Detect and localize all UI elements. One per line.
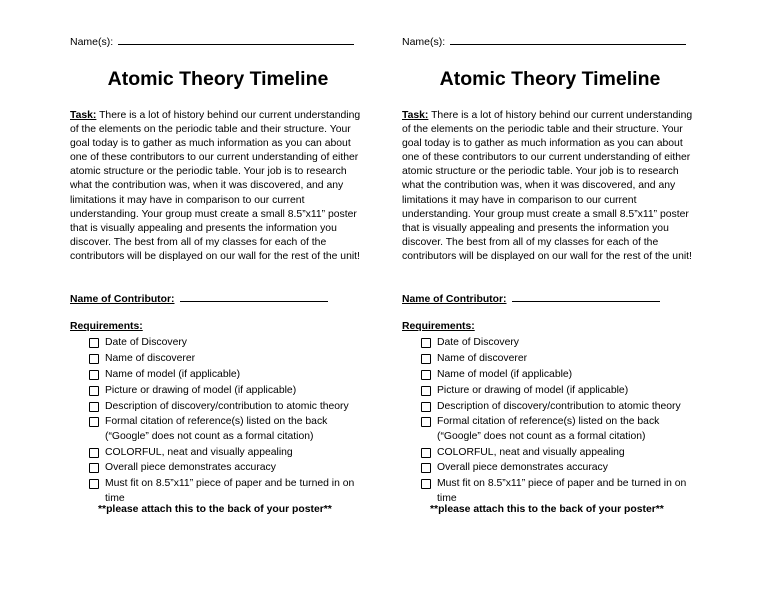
checkbox-icon[interactable]	[89, 354, 99, 364]
checkbox-icon[interactable]	[89, 386, 99, 396]
requirement-text: Date of Discovery	[105, 337, 187, 348]
checkbox-icon[interactable]	[421, 370, 431, 380]
requirement-item	[89, 461, 371, 475]
requirement-item	[89, 336, 371, 350]
checkbox-icon[interactable]	[89, 370, 99, 380]
requirements-list	[421, 336, 703, 507]
task-text: There is a lot of history behind our current understanding of the elements on the periodic table and their structure. Your goal today is to gather as much information as you can about one of these contributors to our current understanding of either atomic structure or the periodic table. Your job is to research what the contribution was, when it was discovered, and any limitations it may have in comparison to our current understanding. Your group must create a small 8.5”x11” poster that is visually appealing and presents the information you discover. The best from all of my classes for each of the contributors will be displayed on our wall for the rest of the unit!	[402, 110, 693, 262]
requirement-text: Overall piece demonstrates accuracy	[437, 462, 608, 474]
requirement-item	[89, 415, 371, 443]
requirement-text: Name of discoverer	[105, 352, 196, 364]
requirement-text: Overall piece demonstrates accuracy	[105, 462, 276, 474]
contributor-field	[402, 292, 660, 305]
requirement-text: Must fit on 8.5”x11” piece of paper and be turned in on time	[437, 478, 687, 504]
requirement-item	[421, 446, 703, 460]
checkbox-icon[interactable]	[89, 448, 99, 458]
names-field	[70, 35, 354, 48]
requirement-item	[421, 415, 703, 443]
page-title: Atomic Theory Timeline	[439, 68, 661, 90]
requirement-item	[421, 461, 703, 475]
requirement-item	[421, 336, 703, 350]
requirement-item	[421, 368, 703, 382]
requirement-text: COLORFUL, neat and visually appealing	[437, 446, 625, 458]
requirement-item	[421, 400, 703, 414]
page-title: Atomic Theory Timeline	[107, 68, 329, 90]
checkbox-icon[interactable]	[89, 338, 99, 348]
checkbox-icon[interactable]	[89, 402, 99, 412]
requirement-text: Picture or drawing of model (if applicable)	[105, 384, 297, 396]
checkbox-icon[interactable]	[421, 354, 431, 364]
requirement-item	[89, 477, 371, 505]
attach-note: **please attach this to the back of your poster**	[430, 504, 664, 515]
requirement-item	[89, 384, 371, 398]
names-label: Name(s):	[70, 36, 114, 48]
requirement-item	[421, 477, 703, 505]
requirement-text: Date of Discovery	[437, 337, 519, 348]
checkbox-icon[interactable]	[89, 463, 99, 473]
checkbox-icon[interactable]	[421, 479, 431, 489]
requirement-text: Formal citation of reference(s) listed on the back (“Google” does not count as a formal citation)	[437, 416, 660, 442]
requirement-text: Formal citation of reference(s) listed on the back (“Google” does not count as a formal citation)	[105, 416, 328, 442]
checkbox-icon[interactable]	[421, 463, 431, 473]
names-blank[interactable]	[450, 35, 686, 45]
task-label: Task:	[70, 110, 97, 121]
checkbox-icon[interactable]	[421, 417, 431, 427]
requirements-label: Requirements:	[402, 321, 475, 332]
names-label: Name(s):	[402, 36, 446, 48]
requirement-item	[421, 384, 703, 398]
requirement-text: Description of discovery/contribution to atomic theory	[437, 400, 681, 412]
checkbox-icon[interactable]	[421, 402, 431, 412]
requirement-text: Name of discoverer	[437, 352, 528, 364]
requirement-item	[421, 352, 703, 366]
requirement-text: Picture or drawing of model (if applicable)	[437, 384, 629, 396]
contributor-field	[70, 292, 328, 305]
requirement-item	[89, 352, 371, 366]
contributor-blank[interactable]	[180, 292, 328, 302]
requirements-label: Requirements:	[70, 321, 143, 332]
requirement-item	[89, 446, 371, 460]
contributor-blank[interactable]	[512, 292, 660, 302]
task-paragraph	[402, 109, 698, 264]
task-text: There is a lot of history behind our current understanding of the elements on the periodic table and their structure. Your goal today is to gather as much information as you can about one of these contributors to our current understanding of either atomic structure or the periodic table. Your job is to research what the contribution was, when it was discovered, and any limitations it may have in comparison to our current understanding. Your group must create a small 8.5”x11” poster that is visually appealing and presents the information you discover. The best from all of my classes for each of the contributors will be displayed on our wall for the rest of the unit!	[70, 110, 361, 262]
checkbox-icon[interactable]	[421, 338, 431, 348]
attach-note: **please attach this to the back of your poster**	[98, 504, 332, 515]
requirements-list	[89, 336, 371, 507]
contributor-label: Name of Contributor:	[402, 294, 507, 305]
requirement-text: Name of model (if applicable)	[437, 368, 573, 380]
requirement-text: COLORFUL, neat and visually appealing	[105, 446, 293, 458]
requirement-item	[89, 368, 371, 382]
checkbox-icon[interactable]	[89, 417, 99, 427]
requirement-text: Name of model (if applicable)	[105, 368, 241, 380]
checkbox-icon[interactable]	[421, 448, 431, 458]
names-blank[interactable]	[118, 35, 354, 45]
contributor-label: Name of Contributor:	[70, 294, 175, 305]
names-field	[402, 35, 686, 48]
requirement-text: Description of discovery/contribution to atomic theory	[105, 400, 349, 412]
task-paragraph	[70, 109, 366, 264]
requirement-text: Must fit on 8.5”x11” piece of paper and be turned in on time	[105, 478, 355, 504]
checkbox-icon[interactable]	[89, 479, 99, 489]
requirement-item	[89, 400, 371, 414]
checkbox-icon[interactable]	[421, 386, 431, 396]
task-label: Task:	[402, 110, 429, 121]
